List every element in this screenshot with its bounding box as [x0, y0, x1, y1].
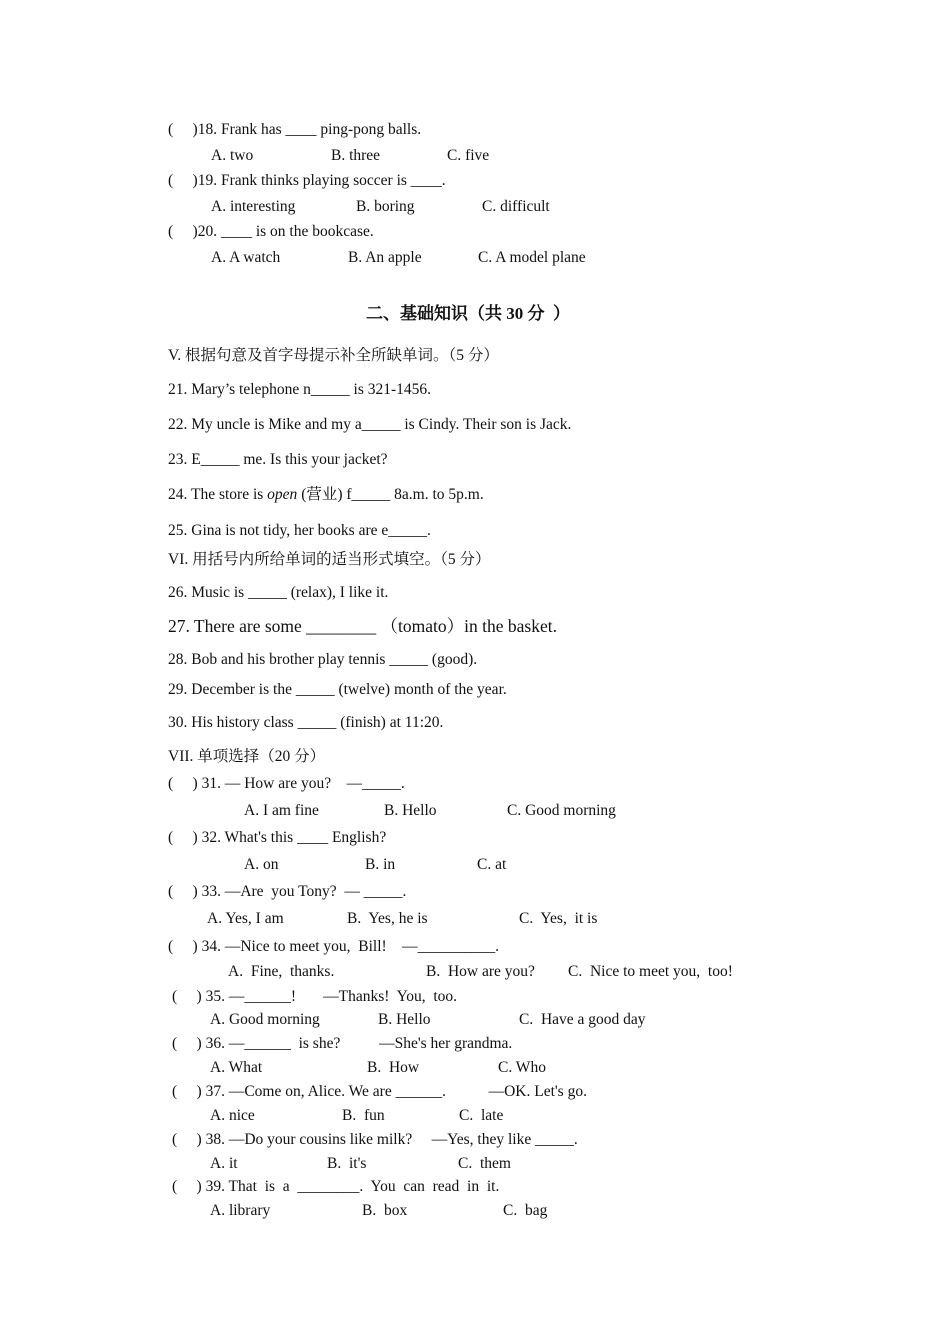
q31-option-a: A. I am fine [244, 802, 319, 819]
q18-option-b: B. three [331, 147, 381, 164]
question-34: ( ) 34. —Nice to meet you, Bill! —__________. [168, 938, 500, 955]
q39-option-b: B. box [362, 1202, 408, 1219]
q37-option-b: B. fun [342, 1107, 385, 1124]
question-21: 21. Mary’s telephone n_____ is 321-1456. [168, 381, 432, 398]
q35-option-c: C. Have a good day [519, 1011, 646, 1028]
q36-option-b: B. How [367, 1059, 420, 1076]
q18-option-c: C. five [447, 147, 490, 164]
question-39: ( ) 39. That is a ________. You can read in it. [172, 1178, 500, 1195]
q39-option-a: A. library [210, 1202, 271, 1219]
q34-option-b: B. How are you? [426, 963, 535, 980]
q33-option-a: A. Yes, I am [207, 910, 284, 927]
question-27: 27. There are some ________ （tomato）in the basket. [168, 616, 557, 636]
q37-option-c: C. late [459, 1107, 504, 1124]
question-25: 25. Gina is not tidy, her books are e_____. [168, 522, 431, 539]
q35-option-a: A. Good morning [210, 1011, 320, 1028]
q18-option-a: A. two [211, 147, 254, 164]
question-33: ( ) 33. —Are you Tony? — _____. [168, 883, 407, 900]
question-22: 22. My uncle is Mike and my a_____ is Cindy. Their son is Jack. [168, 416, 572, 433]
q24-italic-word: open [267, 486, 298, 503]
question-35: ( ) 35. —______! —Thanks! You, too. [172, 988, 458, 1005]
section7-title: VII. 单项选择（20 分） [168, 748, 326, 765]
section6-title: VI. 用括号内所给单词的适当形式填空。（5 分） [168, 551, 491, 568]
question-28: 28. Bob and his brother play tennis _____ (good). [168, 651, 478, 668]
q24-text-pre: 24. The store is [168, 486, 268, 503]
q24-text-post: (营业) f_____ 8a.m. to 5p.m. [297, 486, 484, 503]
q38-option-a: A. it [210, 1155, 238, 1172]
q37-option-a: A. nice [210, 1107, 255, 1124]
question-23: 23. E_____ me. Is this your jacket? [168, 451, 388, 468]
q36-option-a: A. What [210, 1059, 263, 1076]
q32-option-a: A. on [244, 856, 279, 873]
question-30: 30. His history class _____ (finish) at 11:20. [168, 714, 444, 731]
q34-option-a: A. Fine, thanks. [228, 963, 335, 980]
q32-option-c: C. at [477, 856, 507, 873]
question-18: ( )18. Frank has ____ ping-pong balls. [168, 121, 422, 138]
question-36: ( ) 36. —______ is she? —She's her grandma. [172, 1035, 513, 1052]
question-38: ( ) 38. —Do your cousins like milk? —Yes, they like _____. [172, 1131, 578, 1148]
question-19: ( )19. Frank thinks playing soccer is ____. [168, 172, 446, 189]
question-26: 26. Music is _____ (relax), I like it. [168, 584, 389, 601]
q19-option-b: B. boring [356, 198, 415, 215]
q31-option-b: B. Hello [384, 802, 437, 819]
q36-option-c: C. Who [498, 1059, 546, 1076]
question-20: ( )20. ____ is on the bookcase. [168, 223, 374, 240]
question-29: 29. December is the _____ (twelve) month of the year. [168, 681, 507, 698]
q19-option-a: A. interesting [211, 198, 296, 215]
question-24 [168, 485, 484, 505]
question-37: ( ) 37. —Come on, Alice. We are ______. —OK. Let's go. [172, 1083, 587, 1100]
q31-option-c: C. Good morning [507, 802, 616, 819]
q19-option-c: C. difficult [482, 198, 550, 215]
part2-title: 二、基础知识（共 30 分 ） [366, 304, 570, 323]
q32-option-b: B. in [365, 856, 396, 873]
q35-option-b: B. Hello [378, 1011, 431, 1028]
q20-option-a: A. A watch [211, 249, 281, 266]
q33-option-b: B. Yes, he is [347, 910, 428, 927]
q38-option-c: C. them [458, 1155, 511, 1172]
q39-option-c: C. bag [503, 1202, 548, 1219]
q20-option-c: C. A model plane [478, 249, 586, 266]
question-31: ( ) 31. — How are you? —_____. [168, 775, 405, 792]
q33-option-c: C. Yes, it is [519, 910, 598, 927]
q38-option-b: B. it's [327, 1155, 367, 1172]
q34-option-c: C. Nice to meet you, too! [568, 963, 733, 980]
question-32: ( ) 32. What's this ____ English? [168, 829, 387, 846]
section5-title: V. 根据句意及首字母提示补全所缺单词。（5 分） [168, 347, 499, 364]
q20-option-b: B. An apple [348, 249, 422, 266]
